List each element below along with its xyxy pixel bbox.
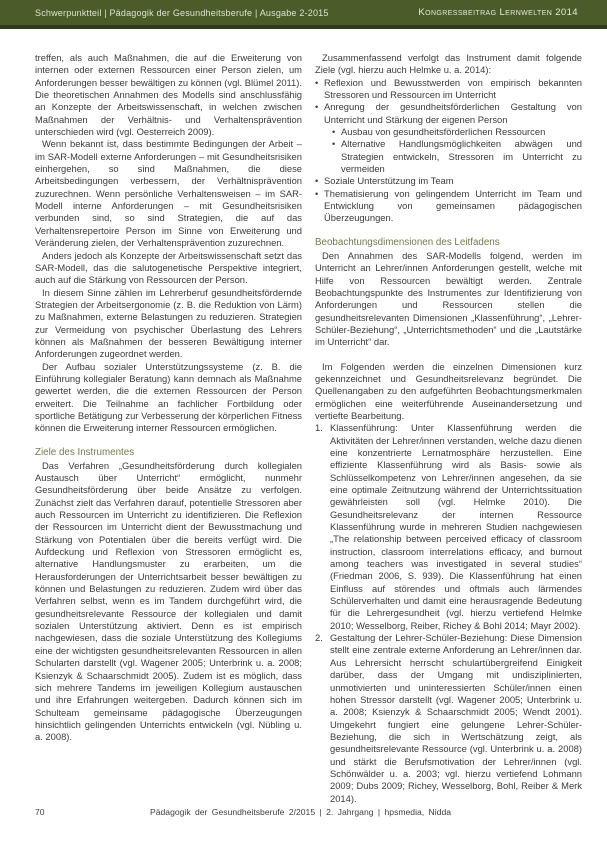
section-heading-beobachtungsdimensionen: Beobachtungsdimensionen des Leitfadens: [315, 236, 500, 248]
paragraph: treffen, als auch Maßnahmen, die auf die Erweiterung von internen oder externen Ressourcen einer Person zielen, um Anforderungen besser bewältigen zu können (vgl. Blümel 2011). Die theoretischen Annahmen des Modells sind anschlussfähig an Konzepte der Arbeitswissenschaft, in welchen zwischen Maßnahmen der Verhältnis- und Verhaltensprävention unterschieden wird (vgl. Oesterreich 2009).: [35, 52, 302, 138]
bullet-icon: •: [315, 76, 319, 88]
page-footer: [0, 807, 607, 821]
header-congress-label: Kongressbeitrag Lernwelten 2014: [418, 7, 578, 18]
header-band: [0, 0, 607, 29]
numbered-item: [315, 632, 582, 805]
numbered-item-marker: 1.: [315, 422, 323, 434]
section-heading-ziele: Ziele des Instrumentes: [35, 446, 135, 458]
numbered-item-text: Klassenführung: Unter Klassenführung werden die Aktivitäten der Lehrer/innen verstanden, welche dazu dienen eine konzentrierte Lernatmosphäre herzustellen. Eine effiziente Klassenführung wird als Basis- sowie als Schlüsselkompetenz von Lehrer/innen angesehen, da sie eine optimale Zeitnutzung während der Unterrichtssituation gewährleisten soll (vgl. Helmke 2010). Die Gesundheitsrelevanz der internen Ressource Klassenführung wurde in mehreren Studien nachgewiesen „The relationship between perceived efficacy of classroom instruction, classroom interrelations efficacy, and burnout among teachers was investigated in several studies“ (Friedman 2006, S. 939). Die Klassenführung hat einen Einfluss auf störendes und oftmals auch lärmendes Schülerverhalten und damit eine herausragende Bedeutung für die Lehrergesundheit (vgl. hierzu vertiefend Helmke 2010; Wesselborg, Reiber, Richey & Bohl 2014; Mayr 2002).: [330, 422, 582, 631]
bullet-icon: •: [315, 101, 319, 113]
list-item: [315, 188, 582, 225]
paragraph: Zusammenfassend verfolgt das Instrument damit folgende Ziele (vgl. hierzu auch Helmke u. a. 2014):: [315, 52, 582, 76]
bullet-icon: •: [315, 187, 319, 199]
bullet-icon: •: [315, 175, 319, 187]
paragraph: In diesem Sinne zählen im Lehrerberuf gesundheitsfördernde Strategien der Arbeitsergonomie (z. B. die Reduktion von Lärm) zu Maßnahmen, externe Belastungen zu reduzieren. Strategien zur Vermeidung von psychischer Überlastung des Lehrers können als Maßnahmen der besseren Bewältigung interner Anforderungen zugeordnet werden.: [35, 286, 302, 360]
paragraph: Anders jedoch als Konzepte der Arbeitswissenschaft setzt das SAR-Modell, das die salutogenetische Perspektive integriert, auch auf die Stärkung von Ressourcen der Person.: [35, 249, 302, 286]
numbered-item: [315, 422, 582, 632]
list-item: [315, 101, 582, 126]
paragraph: Das Verfahren „Gesundheitsförderung durch kollegialen Austausch über Unterricht“ ermöglicht, nunmehr Gesundheitsförderung über beide Ansätze zu verfolgen. Zunächst zielt das Verfahren darauf, potentielle Stressoren aber auch Ressourcen im Unterricht zu identifizieren. Die Reflexion der Ressourcen im Unterricht dient der Bewusstmachung und Stärkung von Potentialen über die bereits verfügt wird. Die Aufdeckung und Reflexion von Stressoren ermöglicht es, alternative Handlungsmuster zu erarbeiten, um die Herausforderungen der Unterrichtsarbeit besser bewältigen zu können und Belastungen zu reduzieren. Zudem wird über das Verfahren selbst, wenn es im Tandem durchgeführt wird, die gesundheitsrelevante Ressource der kollegialen und damit sozialen Unterstützung aktiviert. Denn es ist empirisch nachgewiesen, dass die soziale Unterstützung des Kollegiums eine der wichtigsten gesundheitsrelevanten Ressourcen in allen Schularten darstellt (vgl. Wagener 2005; Unterbrink u. a. 2008; Ksienzyk & Schaarschmidt 2005). Zudem ist es möglich, dass sich mehrere Tandems im jeweiligen Kollegium austauschen und ihre Erfahrungen weitergeben. Dadurch können sich im Schulteam gemeinsame pädagogische Überzeugungen hinsichtlich gelingenden Unterrichts entwickeln (vgl. Nübling u. a. 2008).: [35, 459, 302, 743]
paragraph: Der Aufbau sozialer Unterstützungssysteme (z. B. die Einführung kollegialer Beratung) kann demnach als Maßnahme gewertet werden, die die externen Ressourcen der Person erweitert. Die Teilnahme an fachlicher Fortbildung oder sportliche Betätigung zur Verbesserung der körperlichen Fitness können die Erweiterung interner Ressourcen ermöglichen.: [35, 360, 302, 434]
page-number: 70: [35, 807, 45, 817]
list-item-text: Soziale Unterstützung im Team: [324, 175, 454, 187]
header-issue-info: Schwerpunktteil | Pädagogik der Gesundheitsberufe | Ausgabe 2-2015: [35, 7, 329, 18]
list-item-text: Reflexion und Bewusstwerden von empirisch bekannten Stressoren und Ressourcen im Unterricht: [324, 76, 582, 101]
list-item: [315, 126, 582, 138]
left-column: [35, 52, 302, 805]
right-column: [315, 52, 582, 805]
list-item-text: Ausbau von gesundheitsförderlichen Ressourcen: [341, 126, 546, 138]
list-item: [315, 175, 582, 187]
list-item-text: Anregung der gesundheitsförderlichen Gestaltung von Unterricht und Stärkung der eigenen Person: [324, 101, 582, 125]
paragraph: Den Annahmen des SAR-Modells folgend, werden im Unterricht an Lehrer/innen Anforderungen gestellt, welche mit Hilfe von Ressourcen bewältigt werden. Zentrale Beobachtungspunkte des Instrumentes zur Identifizierung von Anforderungen und Ressourcen stellen die gesundheitsrelevanten Dimensionen „Klassenführung“, „Lehrer-Schüler-Beziehung“, „Unterrichtsmethoden“ und die „Lautstärke im Unterricht“ dar.: [315, 249, 582, 348]
list-item-text: Thematisierung von gelingendem Unterricht im Team und Entwicklung von gemeinsamen pädagogischen Überzeugungen.: [324, 187, 582, 224]
list-item: [315, 138, 582, 175]
bullet-icon: •: [332, 138, 336, 150]
list-item-text: Alternative Handlungsmöglichkeiten abwägen und Strategien entwickeln, Stressoren im Unterricht zu vermeiden: [341, 138, 582, 175]
numbered-item-marker: 2.: [315, 632, 323, 644]
paragraph: Wenn bekannt ist, dass bestimmte Bedingungen der Arbeit – im SAR-Modell externe Anforderungen – mit Gesundheitsrisiken einhergehen, so sind Maßnahmen, die diese Arbeitsbedingungen verbessern, der Verhältnisprävention zuzurechnen. Wenn persönliche Verhaltensweisen – im SAR-Modell interne Anforderungen – mit Gesundheitsrisiken verbunden sind, so sind Strategien, die auf das Verhaltensrepertoire Person im Sinne von Erweiterung und Veränderung zielen, der Verhaltensprävention zuzurechnen.: [35, 138, 302, 249]
footer-journal-info: Pädagogik der Gesundheitsberufe 2/2015 | 2. Jahrgang | hpsmedia, Nidda: [150, 807, 451, 817]
bullet-icon: •: [332, 126, 336, 138]
article-body: [0, 29, 607, 805]
paragraph: Im Folgenden werden die einzelnen Dimensionen kurz gekennzeichnet und Gesundheitsrelevanz begründet. Die Quellenangaben zu den aufgeführten Beobachtungsmerkmalen ermöglichen eine weiterführende Auseinandersetzung und vertiefte Bearbeitung.: [315, 360, 582, 421]
list-item: [315, 77, 582, 102]
numbered-item-text: Gestaltung der Lehrer-Schüler-Beziehung: Diese Dimension stellt eine zentrale externe Anforderung an Lehrer/innen dar. Aus Lehrersicht herrscht schulartübergreifend Einigkeit darüber, dass der Umgang mit undisziplinierten, unmotivierten und uninteressierten Schüler/innen einen hohen Stressor darstellt (vgl. Wagener 2005; Unterbrink u. a. 2008; Ksienzyk & Schaarschmidt 2005; Wendt 2001). Umgekehrt fungiert eine gelungene Lehrer-Schüler-Beziehung, die sich in Wertschätzung zeigt, als gesundheitsrelevante Ressource (vgl. Unterbrink u. a. 2008) und stärkt die Berufsmotivation der Lehrer/innen (vgl. Schönwälder u. a. 2003; vgl. hierzu vertiefend Lohmann 2009; Dubs 2009; Richey, Wesselborg, Bohl, Reiber & Merk 2014).: [330, 632, 582, 804]
